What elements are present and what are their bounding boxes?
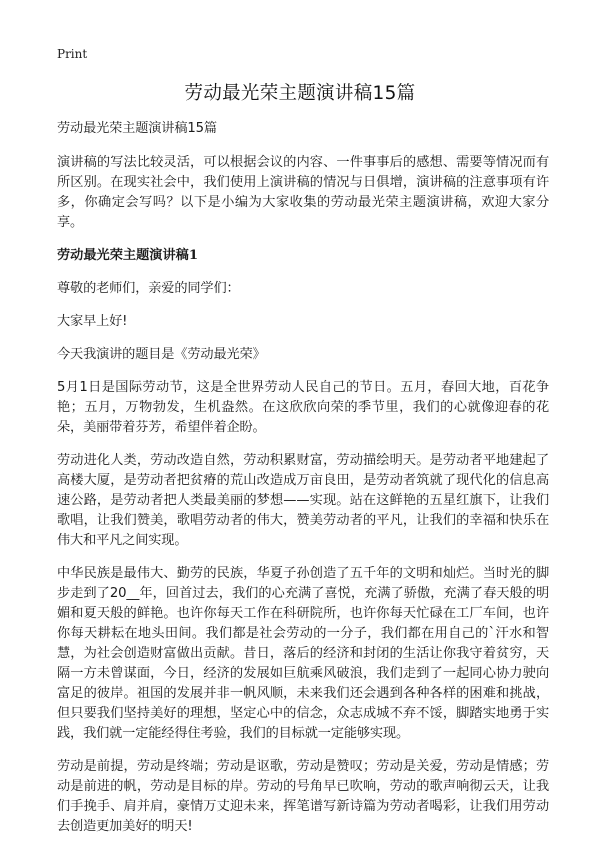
body-paragraph: 中华民族是最伟大、勤劳的民族，华夏子孙创造了五千年的文明和灿烂。当时光的脚步走到了20__年，回首过去，我们的心充满了喜悦，充满了骄傲，充满了春天般的明媚和夏天般的鲜艳。也许你每天工作在科研院所，也许你每天忙碌在工厂车间，也许你每天耕耘在地头田间。我们都是社会劳动的一分子，我们都在用自己的`汗水和智慧，为社会创造财富做出贡献。昔日，落后的经济和封闭的生活让你我守着贫穷，天隔一方未曾谋面，今日，经济的发展如巨航乘风破浪，我们走到了一起同心协力驶向富足的彼岸。祖国的发展并非一帆风顺，未来我们还会遇到各种各样的困难和挑战，但只要我们坚持美好的理想，坚定心中的信念，众志成城不弃不馁，脚踏实地勇于实践，我们就一定能经得住考验，我们的目标就一定能够实现。 xyxy=(57,566,549,741)
greeting: 大家早上好! xyxy=(57,314,128,329)
article-subtitle: 劳动最光荣主题演讲稿15篇 xyxy=(57,121,217,136)
article-body xyxy=(57,119,549,850)
body-paragraph: 劳动进化人类，劳动改造自然，劳动积累财富，劳动描绘明天。是劳动者平地建起了高楼大厦，是劳动者把贫瘠的荒山改造成万亩良田，是劳动者筑就了现代化的信息高速公路，是劳动者把人类最美丽的梦想——实现。站在这鲜艳的五星红旗下，让我们歌唱，让我们赞美，歌唱劳动者的伟大，赞美劳动者的平凡，让我们的幸福和快乐在伟大和平凡之间实现。 xyxy=(57,453,549,548)
body-paragraph: 5月1日是国际劳动节，这是全世界劳动人民自己的节日。五月，春回大地，百花争艳；五月，万物勃发，生机盎然。在这欣欣向荣的季节里，我们的心就像迎春的花朵，美丽带着芬芳，希望伴着企盼。 xyxy=(57,380,549,435)
body-paragraph: 劳动是前提，劳动是终端；劳动是讴歌，劳动是赞叹；劳动是关爱，劳动是情感；劳动是前进的帆，劳动是目标的岸。劳动的号角早已吹响，劳动的歌声响彻云天，让我们手挽手、肩并肩，豪情万丈迎未来，挥笔谱写新诗篇为劳动者喝彩，让我们用劳动去创造更加美好的明天! xyxy=(57,759,549,834)
speech-topic: 今天我演讲的题目是《劳动最光荣》 xyxy=(57,347,266,362)
page-title: 劳动最光荣主题演讲稿15篇 xyxy=(184,83,416,104)
salutation: 尊敬的老师们，亲爱的同学们： xyxy=(57,281,240,296)
print-link[interactable]: Print xyxy=(57,47,88,61)
section-heading: 劳动最光荣主题演讲稿1 xyxy=(57,248,199,263)
intro-paragraph: 演讲稿的写法比较灵活，可以根据会议的内容、一件事事后的感想、需要等情况而有所区别。在现实社会中，我们使用上演讲稿的情况与日俱增，演讲稿的注意事项有许多，你确定会写吗？以下是小编为大家收集的劳动最光荣主题演讲稿，欢迎大家分享。 xyxy=(57,155,549,230)
